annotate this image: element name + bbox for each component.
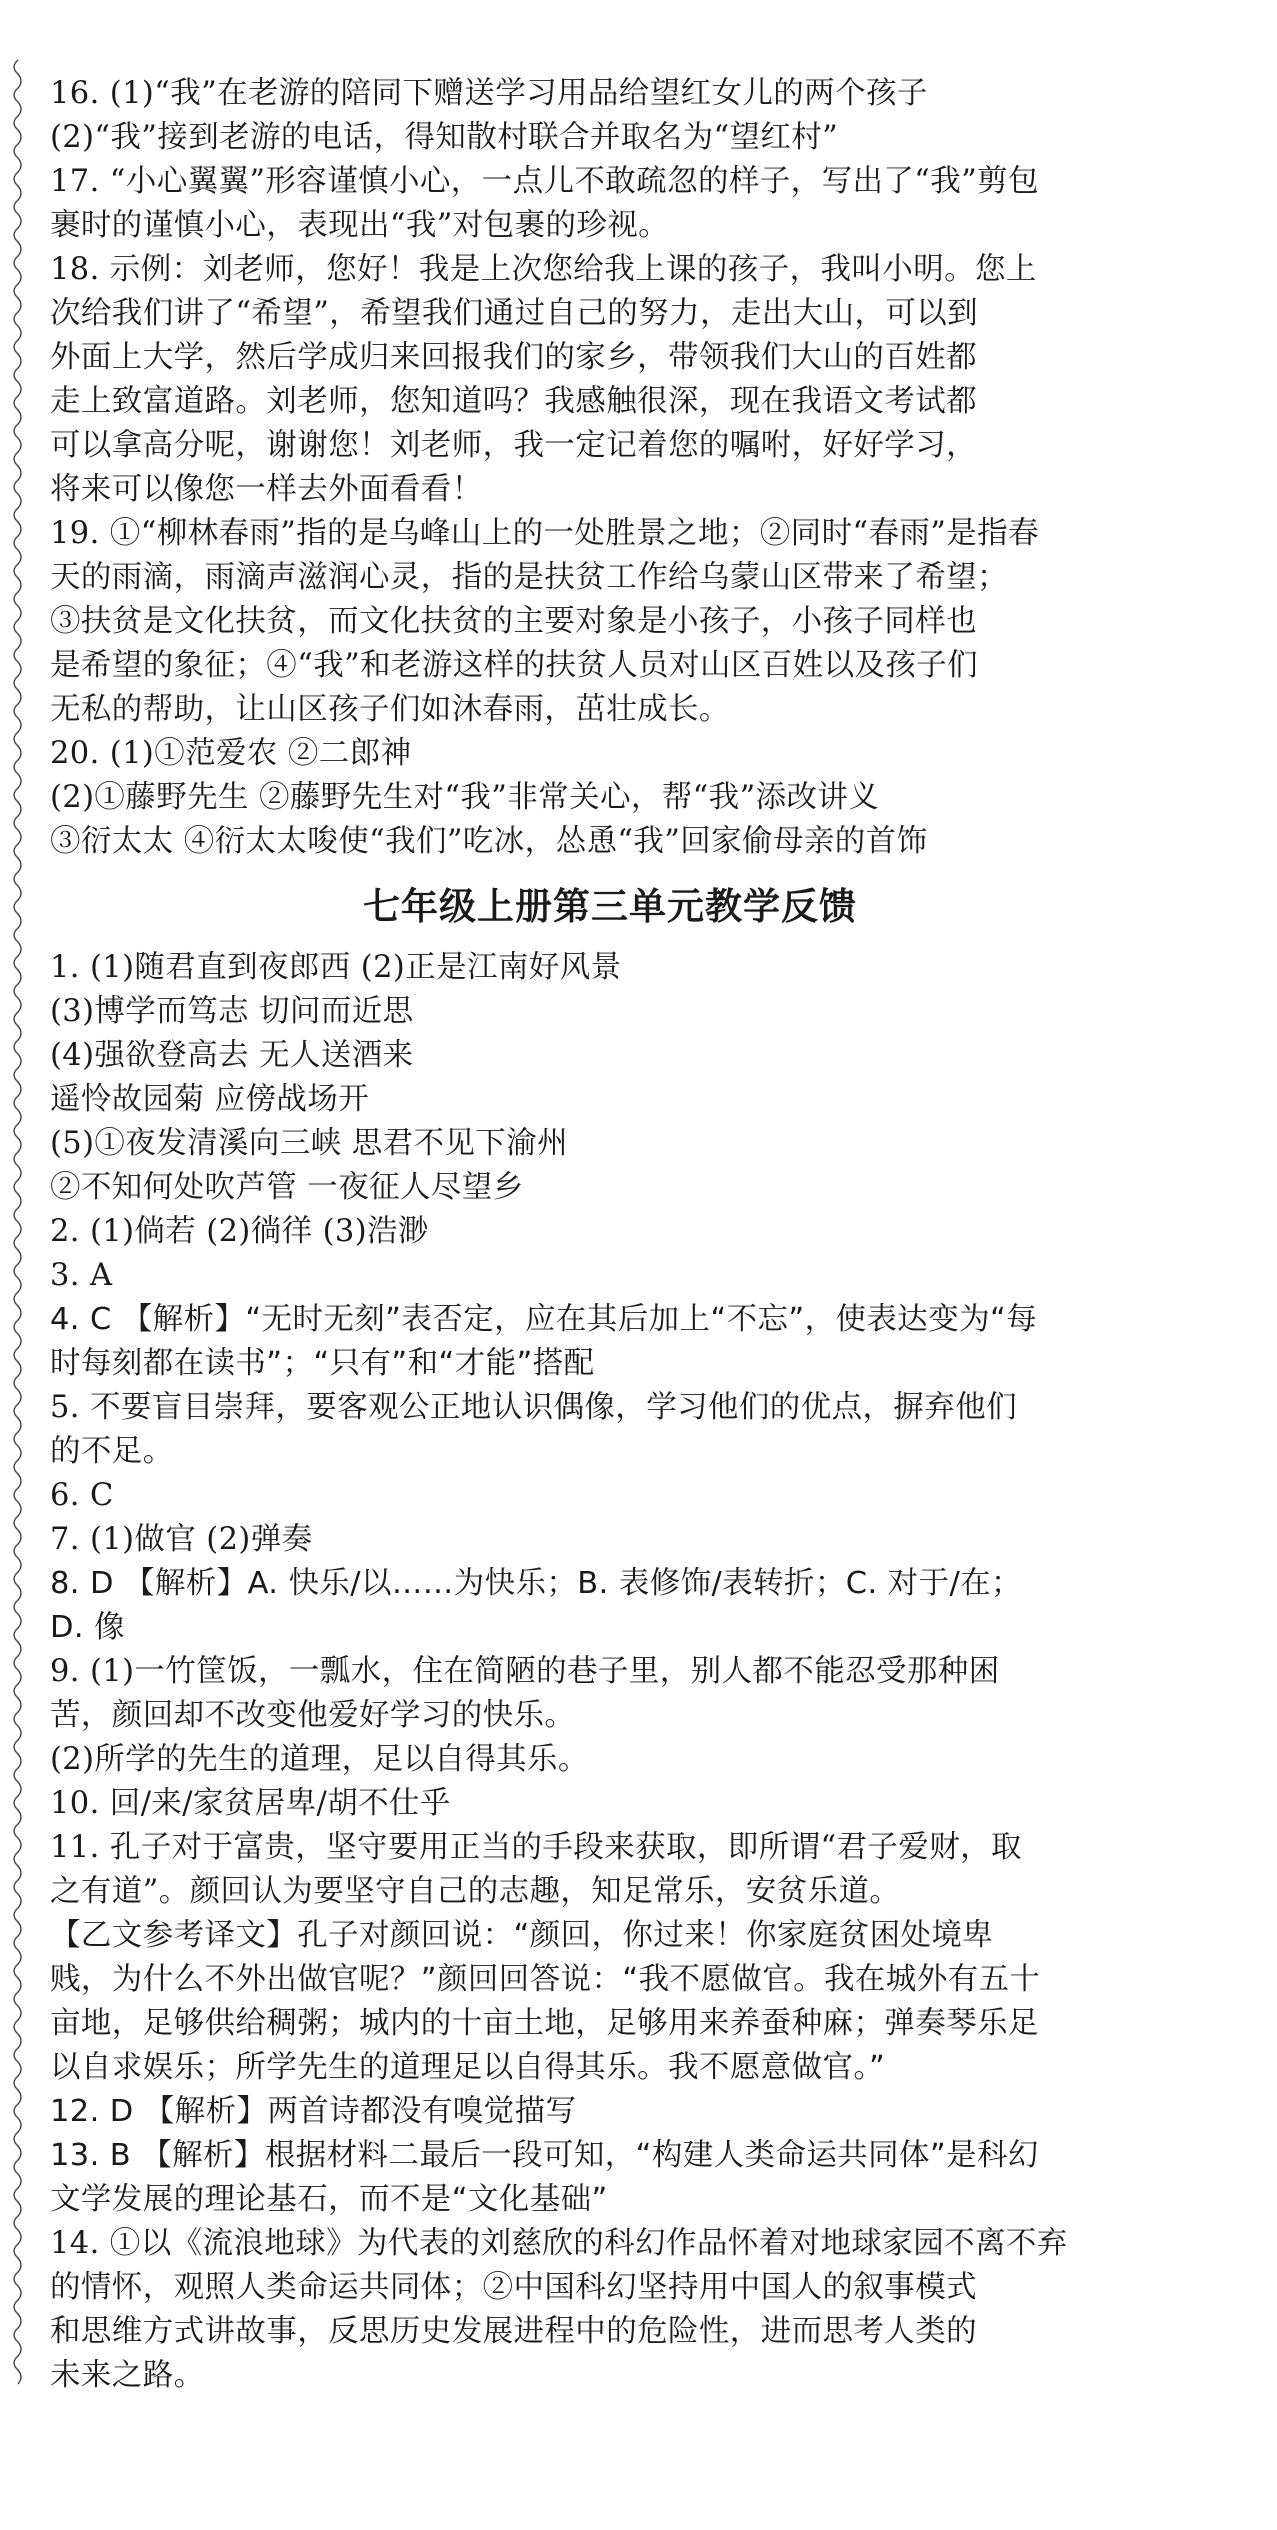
answer-line: 14. ①以《流浪地球》为代表的刘慈欣的科幻作品怀着对地球家园不离不弃 xyxy=(50,2226,1068,2261)
answer-line: 裹时的谨慎小心，表现出“我”对包裹的珍视。 xyxy=(50,208,670,243)
answer-line: 9. (1)一竹筐饭，一瓢水，住在简陋的巷子里，别人都不能忍受那种困 xyxy=(50,1654,1000,1689)
answer-line: (2)①藤野先生 ②藤野先生对“我”非常关心，帮“我”添改讲义 xyxy=(50,780,880,815)
answer-line: ③扶贫是文化扶贫，而文化扶贫的主要对象是小孩子，小孩子同样也 xyxy=(50,604,977,639)
answer-line: 时每刻都在读书”；“只有”和“才能”搭配 xyxy=(50,1346,595,1381)
translation-line: 以自求娱乐；所学先生的道理足以自得其乐。我不愿意做官。” xyxy=(50,2050,886,2085)
answer-line: 4. C 【解析】“无时无刻”表否定，应在其后加上“不忘”，使表达变为“每 xyxy=(50,1302,1038,1337)
answer-line: 7. (1)做官 (2)弹奏 xyxy=(50,1522,313,1557)
answer-line: 未来之路。 xyxy=(50,2358,205,2393)
answer-line: 和思维方式讲故事，反思历史发展进程中的危险性，进而思考人类的 xyxy=(50,2314,977,2349)
answer-line: 1. (1)随君直到夜郎西 (2)正是江南好风景 xyxy=(50,950,622,985)
answer-line: 3. A xyxy=(50,1258,113,1293)
answer-line: 13. B 【解析】根据材料二最后一段可知，“构建人类命运共同体”是科幻 xyxy=(50,2138,1039,2173)
section-heading: 七年级上册第三单元教学反馈 xyxy=(363,885,857,928)
answer-line: (2)所学的先生的道理，足以自得其乐。 xyxy=(50,1742,589,1777)
answer-line: 17. “小心翼翼”形容谨慎小心，一点儿不敢疏忽的样子，写出了“我”剪包 xyxy=(50,164,1039,199)
answer-line: 11. 孔子对于富贵，坚守要用正当的手段来获取，即所谓“君子爱财，取 xyxy=(50,1830,1022,1865)
answer-line: 的情怀，观照人类命运共同体；②中国科幻坚持用中国人的叙事模式 xyxy=(50,2270,977,2305)
answer-line: 天的雨滴，雨滴声滋润心灵，指的是扶贫工作给乌蒙山区带来了希望； xyxy=(50,560,1008,595)
answer-line: (4)强欲登高去 无人送酒来 xyxy=(50,1038,414,1073)
answer-line: (5)①夜发清溪向三峡 思君不见下渝州 xyxy=(50,1126,568,1161)
translation-line: 贱，为什么不外出做官呢？”颜回回答说：“我不愿做官。我在城外有五十 xyxy=(50,1962,1041,1997)
answer-line: 次给我们讲了“希望”，希望我们通过自己的努力，走出大山，可以到 xyxy=(50,296,979,331)
torn-page-edge xyxy=(0,0,30,2530)
section-unit-three-answers xyxy=(50,946,1170,2398)
answer-line: 可以拿高分呢，谢谢您！刘老师，我一定记着您的嘱咐，好好学习， xyxy=(50,428,977,463)
answer-line: 是希望的象征；④“我”和老游这样的扶贫人员对山区百姓以及孩子们 xyxy=(50,648,979,683)
answer-line: 2. (1)倘若 (2)徜徉 (3)浩渺 xyxy=(50,1214,429,1249)
answer-line: 19. ①“柳林春雨”指的是乌峰山上的一处胜景之地；②同时“春雨”是指春 xyxy=(50,516,1039,551)
answer-line: 的不足。 xyxy=(50,1434,174,1469)
answer-line: 文学发展的理论基石，而不是“文化基础” xyxy=(50,2182,608,2217)
answer-line: ②不知何处吹芦管 一夜征人尽望乡 xyxy=(50,1170,524,1205)
answer-line: D. 像 xyxy=(50,1610,125,1645)
answer-line: 12. D 【解析】两首诗都没有嗅觉描写 xyxy=(50,2094,577,2129)
answer-line: 苦，颜回却不改变他爱好学习的快乐。 xyxy=(50,1698,576,1733)
answer-line: ③衍太太 ④衍太太唆使“我们”吃冰，怂恿“我”回家偷母亲的首饰 xyxy=(50,824,928,859)
answer-line: 遥怜故园菊 应傍战场开 xyxy=(50,1082,370,1117)
answer-line: 之有道”。颜回认为要坚守自己的志趣，知足常乐，安贫乐道。 xyxy=(50,1874,901,1909)
answer-line: 8. D 【解析】A. 快乐/以……为快乐；B. 表修饰/表转折；C. 对于/在； xyxy=(50,1566,1022,1601)
answer-line: 6. C xyxy=(50,1478,114,1513)
answer-line: 18. 示例：刘老师，您好！我是上次您给我上课的孩子，我叫小明。您上 xyxy=(50,252,1037,287)
answer-document xyxy=(50,72,1170,2398)
answer-line: 20. (1)①范爱农 ②二郎神 xyxy=(50,736,412,771)
answer-line: 5. 不要盲目崇拜，要客观公正地认识偶像，学习他们的优点，摒弃他们 xyxy=(50,1390,1017,1425)
answer-line: 10. 回/来/家贫居卑/胡不仕乎 xyxy=(50,1786,451,1821)
answer-line: 无私的帮助，让山区孩子们如沐春雨，茁壮成长。 xyxy=(50,692,730,727)
translation-line: 【乙文参考译文】孔子对颜回说：“颜回，你过来！你家庭贫困处境卑 xyxy=(50,1918,994,1953)
answer-line: 将来可以像您一样去外面看看！ xyxy=(50,472,483,507)
answer-line: (2)“我”接到老游的电话，得知散村联合并取名为“望红村” xyxy=(50,120,839,155)
answer-line: 外面上大学，然后学成归来回报我们的家乡，带领我们大山的百姓都 xyxy=(50,340,977,375)
section-unit-two-answers xyxy=(50,72,1170,864)
answer-line: (3)博学而笃志 切问而近思 xyxy=(50,994,414,1029)
translation-line: 亩地，足够供给稠粥；城内的十亩土地，足够用来养蚕种麻；弹奏琴乐足 xyxy=(50,2006,1039,2041)
answer-line: 16. (1)“我”在老游的陪同下赠送学习用品给望红女儿的两个孩子 xyxy=(50,76,928,111)
answer-line: 走上致富道路。刘老师，您知道吗？我感触很深，现在我语文考试都 xyxy=(50,384,977,419)
